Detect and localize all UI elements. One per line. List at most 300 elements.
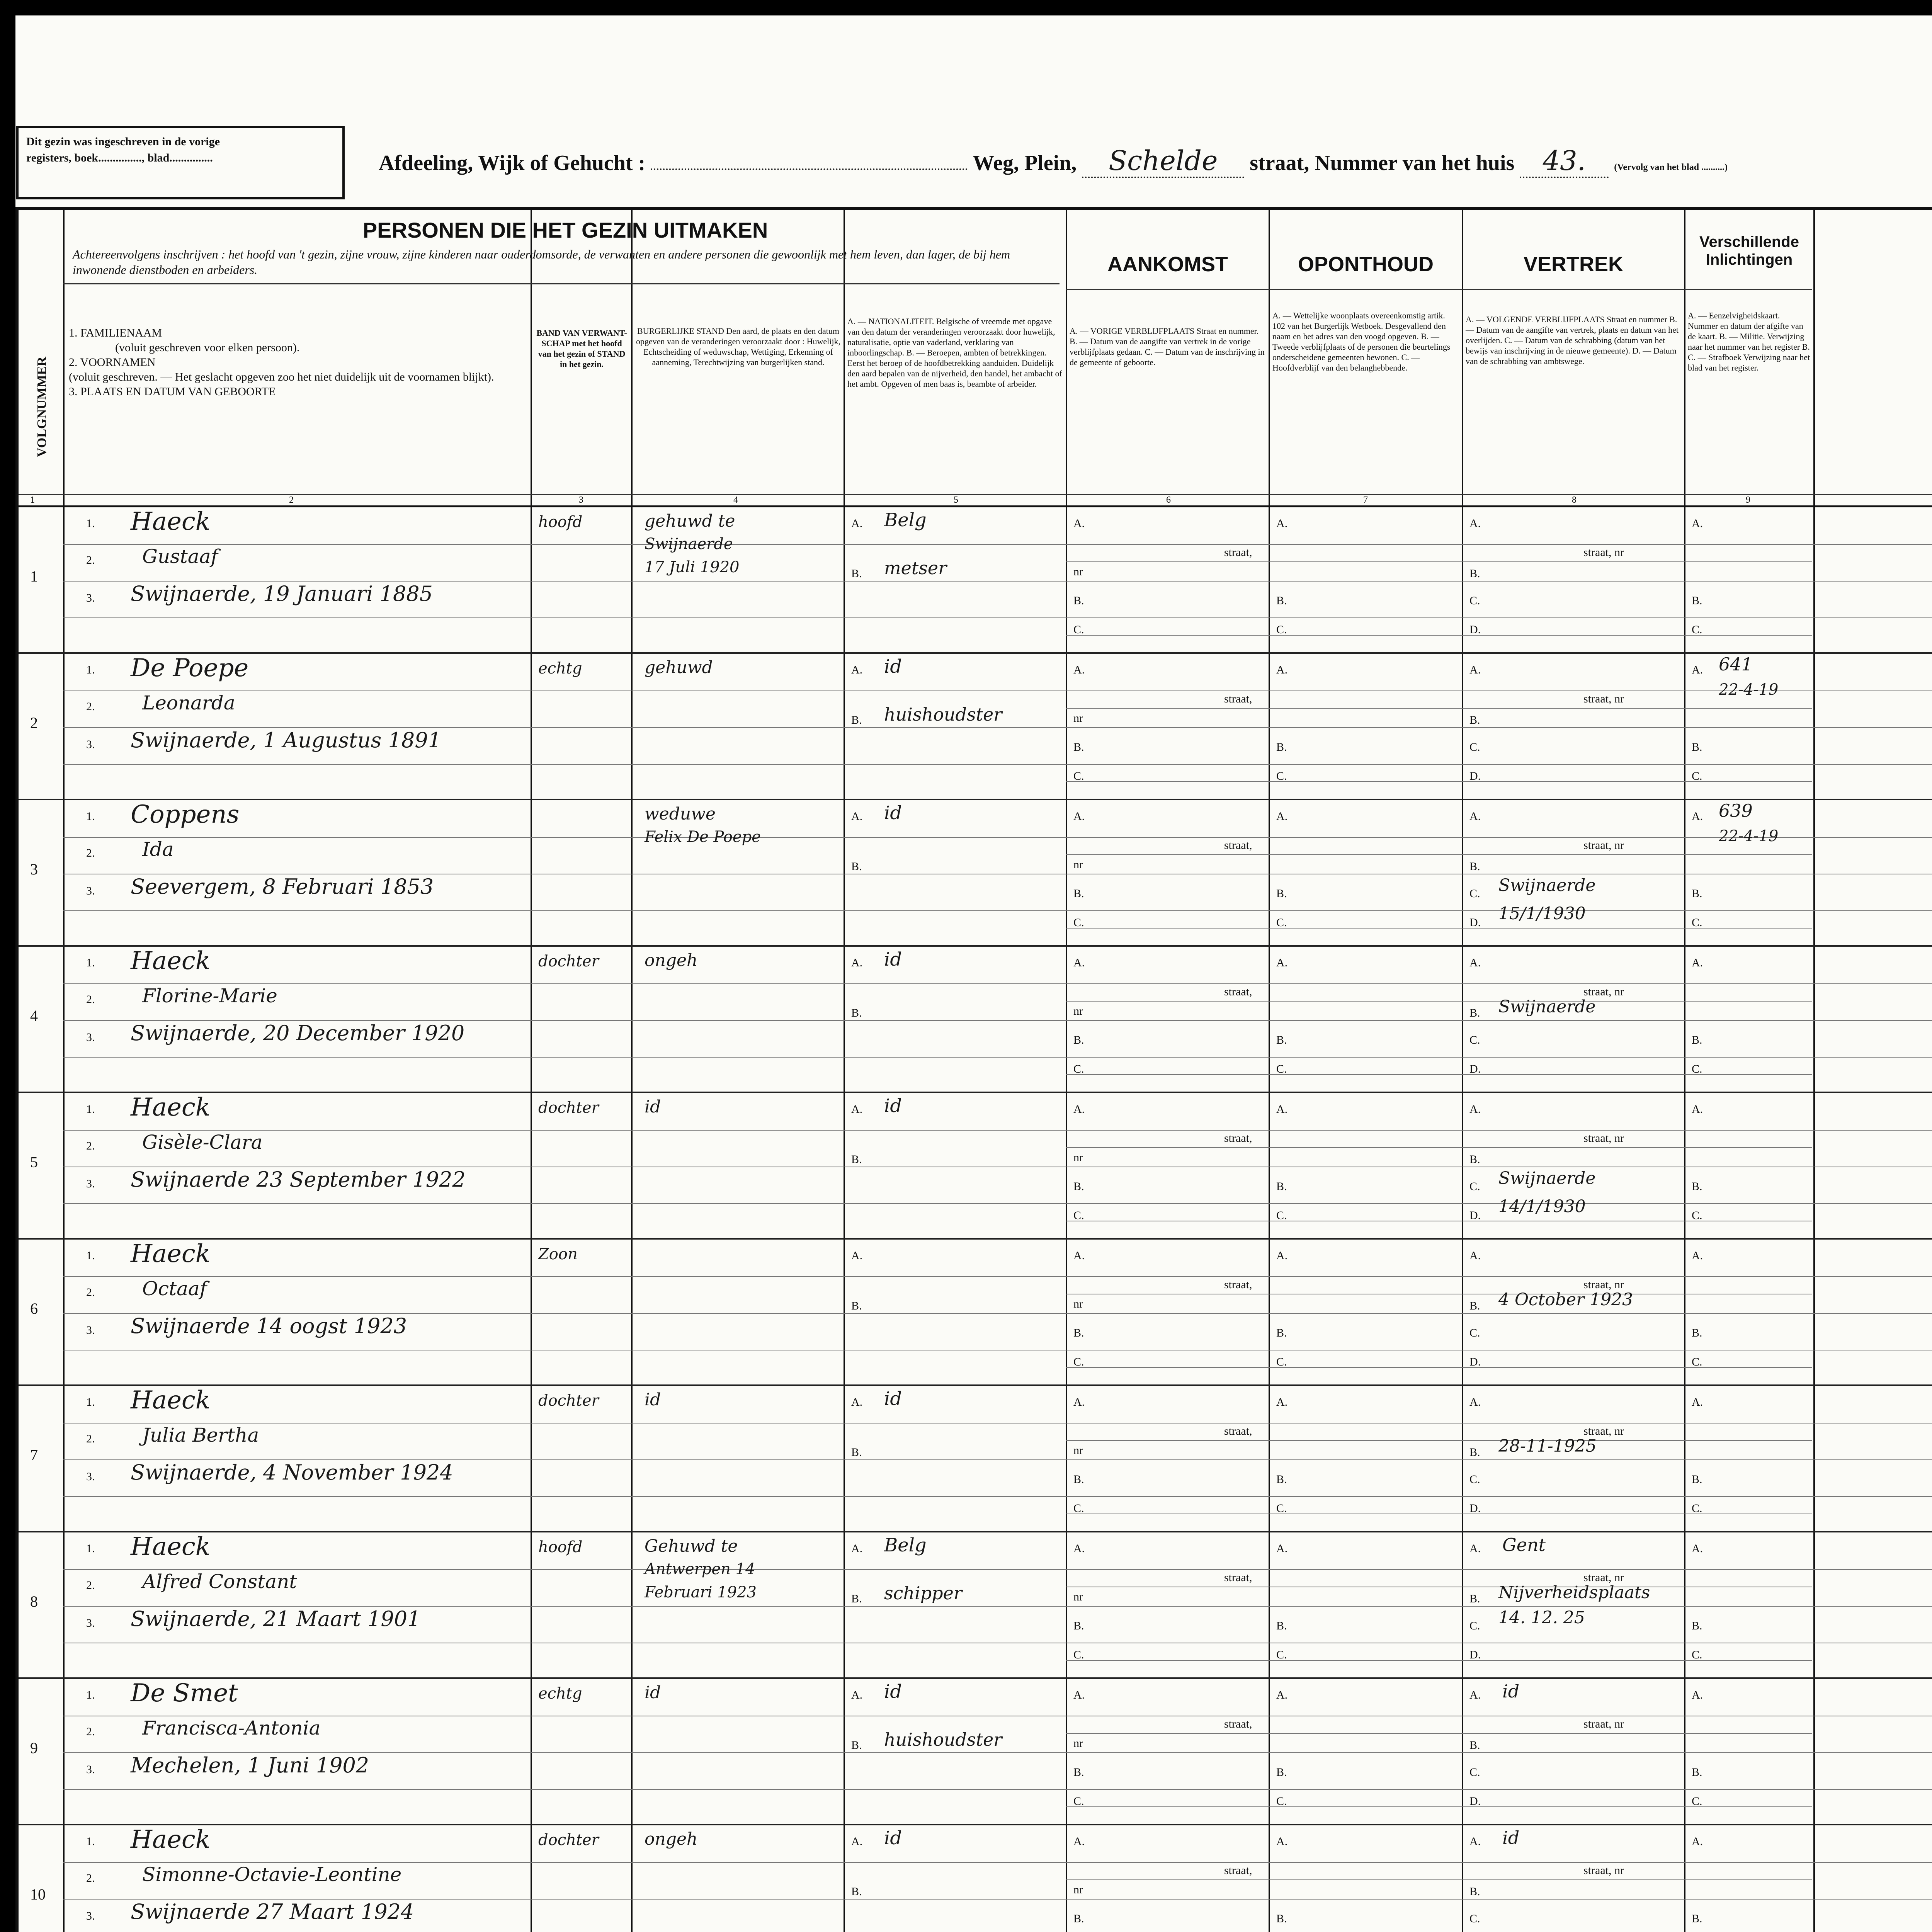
c6-label-straat: straat, [1224, 1571, 1252, 1584]
c8-label-straatnr: straat, nr [1583, 1425, 1624, 1437]
c6-label-b: B. [1073, 741, 1084, 753]
line-label: 2. [86, 700, 95, 713]
person-row [19, 1679, 1932, 1825]
civil-status-3: 17 Juli 1920 [645, 558, 740, 576]
subrow-rule [1066, 561, 1812, 562]
line-label: 3. [86, 1910, 95, 1922]
street-value: Schelde [1109, 145, 1218, 177]
c6-label-b: B. [1073, 1766, 1084, 1779]
c9-label-c: C. [1692, 1355, 1702, 1368]
header-rule [63, 283, 1060, 284]
c7-label-c: C. [1276, 623, 1287, 636]
birth-place-date: Swijnaerde, 19 Januari 1885 [131, 582, 433, 606]
nationality: id [884, 802, 902, 824]
given-names: Gisèle-Clara [142, 1131, 263, 1153]
id-card-number: 641 [1719, 654, 1753, 675]
line-label: 2. [86, 1725, 95, 1738]
c9-label-b: B. [1692, 1327, 1702, 1339]
subrow-rule [63, 1057, 1932, 1058]
c8-label-d: D. [1469, 1795, 1481, 1808]
straat-label: straat, Nummer van het huis [1250, 151, 1515, 175]
c5-header: A. — NATIONALITEIT. Belgische of vreemde met opgave van den datum der veranderingen veroorzaakt door huwelijk, naturalisatie, optie van vaderland, verklaring van inboorlingschap. B. — Beroepen, ambten of betrekkingen. Eerst het beroep of de hoofdbetrekking aanduiden. Duidelijk den aard bepalen van de nijverheid, den handel, het ambacht of het ambt. Opgeven of men baas is, beambte of arbeider. [847, 316, 1062, 389]
weg-label: Weg, Plein, [973, 151, 1077, 175]
c9-label-b: B. [1692, 741, 1702, 753]
person-row [19, 1825, 1932, 1932]
c6-label-b: B. [1073, 1473, 1084, 1486]
aankomst-title: AANKOMST [1107, 253, 1228, 276]
c9-label-a: A. [1692, 1835, 1703, 1848]
deregistration-official: 14/1/1930 [1498, 1197, 1586, 1216]
surname: Haeck [131, 1532, 211, 1561]
civil-status-2: Felix De Poepe [645, 828, 761, 846]
line-label: 1. [86, 1542, 95, 1555]
c8-label-a: A. [1469, 1249, 1481, 1262]
c5-label-b: B. [851, 1153, 862, 1166]
c6-header: A. — VORIGE VERBLIJFPLAATS Straat en nummer. B. — Datum van de aangifte van vertrek in de vorige verblijfplaats gedaan. C. — Datum van de inschrijving in de gemeente of geboorte. [1070, 326, 1265, 367]
nationality: Belg [884, 509, 927, 531]
c8-label-b: B. [1469, 1446, 1480, 1459]
c6-label-b: B. [1073, 1180, 1084, 1193]
house-number: 43. [1543, 145, 1586, 177]
c9-label-c: C. [1692, 1063, 1702, 1075]
c8-label-c: C. [1469, 1180, 1480, 1193]
colnum-2: 2 [289, 495, 294, 505]
line-label: 3. [86, 1031, 95, 1044]
c8-label-straatnr: straat, nr [1583, 692, 1624, 705]
c9-label-c: C. [1692, 1209, 1702, 1222]
address-header [379, 145, 1728, 178]
row-number: 5 [30, 1153, 38, 1171]
line-label: 3. [86, 1324, 95, 1337]
c8-label-straatnr: straat, nr [1583, 985, 1624, 998]
c9-label-a: A. [1692, 810, 1703, 823]
c6-label-c: C. [1073, 1209, 1084, 1222]
birth-place-date: Swijnaerde 14 oogst 1923 [131, 1314, 407, 1338]
c5-label-b: B. [851, 714, 862, 726]
given-names: Ida [142, 838, 174, 861]
c6-label-straat: straat, [1224, 546, 1252, 559]
c6-label-a: A. [1073, 517, 1085, 530]
deregistration-official: 15/1/1930 [1498, 904, 1586, 923]
c9-label-a: A. [1692, 517, 1703, 530]
deregistration-date: 14. 12. 25 [1498, 1608, 1585, 1628]
c8-label-c: C. [1469, 594, 1480, 607]
c7-label-a: A. [1276, 1103, 1288, 1116]
person-row [19, 1532, 1932, 1679]
c8-label-straatnr: straat, nr [1583, 1571, 1624, 1584]
departure-date: 4 October 1923 [1498, 1290, 1633, 1310]
c5-label-a: A. [851, 810, 863, 823]
line-label: 2. [86, 1579, 95, 1592]
colnum-8: 8 [1572, 495, 1577, 505]
c6-label-a: A. [1073, 1542, 1085, 1555]
person-rows [19, 507, 1932, 1932]
occupation: huishoudster [884, 1729, 1002, 1750]
c5-label-a: A. [851, 663, 863, 676]
departure-date: 28-11-1925 [1498, 1436, 1597, 1456]
c8-label-b: B. [1469, 1153, 1480, 1166]
c6-label-straat: straat, [1224, 1132, 1252, 1145]
line-label: 2. [86, 847, 95, 859]
row-number: 9 [30, 1739, 38, 1757]
colnum-9: 9 [1746, 495, 1750, 505]
given-names: Julia Bertha [142, 1424, 259, 1446]
c8-label-d: D. [1469, 1209, 1481, 1222]
c8-label-c: C. [1469, 1473, 1480, 1486]
c8-label-a: A. [1469, 810, 1481, 823]
colnum-4: 4 [733, 495, 738, 505]
birth-place-date: Swijnaerde, 20 December 1920 [131, 1021, 465, 1045]
c8-label-d: D. [1469, 1502, 1481, 1515]
c9-label-a: A. [1692, 1689, 1703, 1701]
verschillende-title: Verschillende Inlichtingen [1699, 233, 1799, 268]
surname: Haeck [131, 507, 211, 536]
colnum-6: 6 [1166, 495, 1171, 505]
given-names: Octaaf [142, 1277, 207, 1300]
line-label: 3. [86, 1470, 95, 1483]
relation: hoofd [538, 513, 583, 531]
line-label: 1. [86, 956, 95, 969]
c7-label-c: C. [1276, 1502, 1287, 1515]
c8-label-c: C. [1469, 1912, 1480, 1925]
c8-header: A. — VOLGENDE VERBLIJFPLAATS Straat en nummer B. — Datum van de aangifte van vertrek, plaats en datum van het overlijden. C. — Datum van de schrabbing (datum van het bewijs van inschrijving in de nieuwe gemeente). D. — Datum van de schrabbing van ambtswege. [1466, 315, 1679, 366]
c9-label-b: B. [1692, 1912, 1702, 1925]
c6-label-a: A. [1073, 1103, 1085, 1116]
surname: Haeck [131, 1825, 211, 1854]
c7-label-b: B. [1276, 1034, 1287, 1046]
c5-label-b: B. [851, 860, 862, 873]
c8-label-a: A. [1469, 956, 1481, 969]
c9-label-b: B. [1692, 1766, 1702, 1779]
person-row [19, 1240, 1932, 1386]
person-row [19, 800, 1932, 947]
house-number-field [1520, 145, 1609, 178]
c6-label-c: C. [1073, 1063, 1084, 1075]
line-label: 3. [86, 592, 95, 604]
subrow-rule [63, 1862, 1932, 1863]
civil-status-1: gehuwd te [645, 511, 735, 531]
subrow-rule [1066, 1879, 1812, 1880]
line-label: 2. [86, 1872, 95, 1884]
occupation: metser [884, 558, 947, 578]
person-row [19, 1386, 1932, 1532]
c2-h3: 2. VOORNAMEN [69, 356, 156, 369]
volgnummer-label: VOLGNUMMER [35, 357, 49, 457]
civil-status-1: id [645, 1097, 661, 1117]
c8-label-d: D. [1469, 916, 1481, 929]
c7-label-c: C. [1276, 1209, 1287, 1222]
line-label: 3. [86, 1617, 95, 1629]
c5-label-a: A. [851, 1835, 863, 1848]
c6-label-b: B. [1073, 1619, 1084, 1632]
departure-date: Nijverheidsplaats [1498, 1583, 1650, 1602]
line-label: 1. [86, 517, 95, 530]
c6-label-straat: straat, [1224, 985, 1252, 998]
subrow-rule [1066, 854, 1812, 855]
subrow-rule [63, 1130, 1932, 1131]
birth-place-date: Seevergem, 8 Februari 1853 [131, 874, 434, 899]
person-row [19, 1093, 1932, 1240]
afdeeling-label: Afdeeling, Wijk of Gehucht : [379, 151, 646, 175]
id-card-number: 639 [1719, 800, 1753, 821]
c7-label-b: B. [1276, 1766, 1287, 1779]
civil-status-2: Swijnaerde [645, 535, 733, 553]
line-label: 3. [86, 1177, 95, 1190]
c7-label-c: C. [1276, 770, 1287, 782]
line-label: 1. [86, 1249, 95, 1262]
c9-label-a: A. [1692, 1542, 1703, 1555]
relation: dochter [538, 1392, 599, 1410]
given-names: Leonarda [142, 692, 235, 714]
c6-label-a: A. [1073, 1835, 1085, 1848]
relation: Zoon [538, 1245, 578, 1263]
c8-label-straatnr: straat, nr [1583, 1278, 1624, 1291]
c8-label-straatnr: straat, nr [1583, 1864, 1624, 1877]
c6-label-b: B. [1073, 1912, 1084, 1925]
row-number: 10 [30, 1886, 46, 1903]
subrow-rule [63, 1496, 1932, 1497]
nationality: id [884, 1681, 902, 1702]
subrow-rule [63, 617, 1932, 618]
c9-header: A. — Eenzelvigheidskaart. Nummer en datum der afgifte van de kaart. B. — Militie. Verwijzing naar het nummer van het register B. C. — Strafboek Verwijzing naar het blad van het register. [1688, 311, 1810, 372]
c6-label-nr: nr [1073, 1005, 1083, 1017]
next-residence: id [1502, 1827, 1520, 1848]
street-field [1082, 145, 1244, 178]
c6-label-c: C. [1073, 1795, 1084, 1808]
c7-label-b: B. [1276, 1619, 1287, 1632]
c8-label-d: D. [1469, 623, 1481, 636]
c7-label-c: C. [1276, 916, 1287, 929]
birth-place-date: Mechelen, 1 Juni 1902 [131, 1753, 369, 1777]
c9-label-c: C. [1692, 1502, 1702, 1515]
c8-label-b: B. [1469, 567, 1480, 580]
c6-label-c: C. [1073, 770, 1084, 782]
c6-label-a: A. [1073, 1396, 1085, 1408]
c6-label-straat: straat, [1224, 1864, 1252, 1877]
relation: echtg [538, 660, 582, 677]
c8-label-d: D. [1469, 770, 1481, 782]
row-number: 4 [30, 1007, 38, 1024]
c6-label-nr: nr [1073, 1883, 1083, 1896]
row-number: 3 [30, 861, 38, 878]
surname: Coppens [131, 800, 240, 829]
c7-label-a: A. [1276, 956, 1288, 969]
c6-label-nr: nr [1073, 1151, 1083, 1164]
c8-label-straatnr: straat, nr [1583, 1718, 1624, 1730]
c8-label-a: A. [1469, 1835, 1481, 1848]
subrow-rule [1066, 1147, 1812, 1148]
line-label: 2. [86, 993, 95, 1006]
c9-label-b: B. [1692, 1619, 1702, 1632]
c5-label-b: B. [851, 1299, 862, 1312]
c6-label-nr: nr [1073, 1590, 1083, 1603]
c9-label-c: C. [1692, 1795, 1702, 1808]
civil-status-1: gehuwd [645, 658, 713, 677]
person-row [19, 507, 1932, 654]
c8-label-d: D. [1469, 1648, 1481, 1661]
line-label: 2. [86, 1139, 95, 1152]
c7-label-a: A. [1276, 1542, 1288, 1555]
c7-label-b: B. [1276, 1473, 1287, 1486]
row-number: 6 [30, 1300, 38, 1317]
header-rule [1066, 289, 1812, 290]
c6-label-b: B. [1073, 594, 1084, 607]
c9-label-c: C. [1692, 916, 1702, 929]
c6-label-a: A. [1073, 663, 1085, 676]
c7-label-c: C. [1276, 1648, 1287, 1661]
id-card-date: 22-4-19 [1719, 827, 1779, 845]
line-label: 3. [86, 738, 95, 751]
c9-label-c: C. [1692, 770, 1702, 782]
line-label: 1. [86, 1689, 95, 1701]
c2-h2: (voluit geschreven voor elken persoon). [115, 341, 300, 354]
surname: De Poepe [131, 654, 249, 682]
c6-label-c: C. [1073, 1502, 1084, 1515]
c9-label-b: B. [1692, 1180, 1702, 1193]
c7-label-b: B. [1276, 1327, 1287, 1339]
c7-header: A. — Wettelijke woonplaats overeenkomstig artik. 102 van het Burgerlijk Wetboek. Desgevallend den naam en het adres van den voogd opgeven. B. — Tweede verblijfplaats of de personen die beurtelings onderscheidene gemeenten bewonen. C. — Hoofdverblijf van den belanghebbende. [1272, 311, 1451, 372]
afdeeling-field [651, 168, 968, 170]
volgnummer-header [23, 256, 58, 527]
prior-registers-box [16, 126, 345, 199]
subrow-rule [1066, 1440, 1812, 1441]
c6-label-straat: straat, [1224, 1718, 1252, 1730]
c3-header: BAND VAN VERWANT-SCHAP met het hoofd van het gezin of STAND in het gezin. [536, 328, 627, 369]
nationality: Belg [884, 1534, 927, 1556]
next-residence: Gent [1502, 1534, 1546, 1555]
c7-label-c: C. [1276, 1795, 1287, 1808]
nationality: id [884, 1827, 902, 1849]
c8-label-c: C. [1469, 1034, 1480, 1046]
c7-label-c: C. [1276, 1355, 1287, 1368]
c4-header: BURGERLIJKE STAND Den aard, de plaats en den datum opgeven van de veranderingen veroorzaakt door : Huwelijk, Echtscheiding of weduwschap, Wettiging, Erkenning of aanneming, Terechtwijzing van burgerlijken stand. [636, 326, 841, 367]
occupation: schipper [884, 1583, 962, 1604]
subrow-rule [63, 690, 1932, 691]
c8-label-c: C. [1469, 1619, 1480, 1632]
civil-status-1: ongeh [645, 1829, 698, 1849]
relation: dochter [538, 1099, 599, 1117]
c5-label-b: B. [851, 1592, 862, 1605]
c6-label-c: C. [1073, 623, 1084, 636]
vervolg-note: (Vervolg van het blad ..........) [1614, 162, 1728, 172]
subrow-rule [63, 1569, 1932, 1570]
c5-label-b: B. [851, 1007, 862, 1019]
c6-label-nr: nr [1073, 1444, 1083, 1457]
id-card-date: 22-4-19 [1719, 681, 1779, 699]
c8-label-straatnr: straat, nr [1583, 839, 1624, 852]
relation: dochter [538, 952, 599, 970]
given-names: Gustaaf [142, 545, 218, 568]
persons-table [15, 207, 1932, 1932]
subrow-rule [1066, 708, 1812, 709]
c8-label-b: B. [1469, 1592, 1480, 1605]
c8-label-a: A. [1469, 1689, 1481, 1701]
c5-label-a: A. [851, 1542, 863, 1555]
c8-label-a: A. [1469, 1103, 1481, 1116]
subrow-rule [63, 764, 1932, 765]
c7-label-a: A. [1276, 1249, 1288, 1262]
colnum-5: 5 [954, 495, 958, 505]
given-names: Alfred Constant [142, 1570, 297, 1593]
c7-label-b: B. [1276, 594, 1287, 607]
c8-label-c: C. [1469, 741, 1480, 753]
row-number: 8 [30, 1593, 38, 1610]
line-label: 2. [86, 1286, 95, 1299]
nationality: id [884, 1388, 902, 1410]
c9-label-b: B. [1692, 887, 1702, 900]
c2-h5: 3. PLAATS EN DATUM VAN GEBOORTE [69, 385, 276, 398]
c8-label-a: A. [1469, 1542, 1481, 1555]
c5-label-b: B. [851, 567, 862, 580]
c7-label-b: B. [1276, 887, 1287, 900]
c8-label-c: C. [1469, 1766, 1480, 1779]
c5-label-a: A. [851, 517, 863, 530]
colnum-rule-top [19, 494, 1932, 495]
c7-label-c: C. [1276, 1063, 1287, 1075]
line-label: 2. [86, 554, 95, 566]
c6-label-nr: nr [1073, 1298, 1083, 1310]
c5-label-b: B. [851, 1446, 862, 1459]
c5-label-a: A. [851, 1103, 863, 1116]
civil-status-3: Februari 1923 [645, 1583, 757, 1601]
c2-h1: 1. FAMILIENAAM [69, 327, 162, 339]
c7-label-b: B. [1276, 1180, 1287, 1193]
relation: dochter [538, 1831, 599, 1849]
birth-place-date: Swijnaerde, 4 November 1924 [131, 1460, 453, 1485]
c7-label-a: A. [1276, 1396, 1288, 1408]
c7-label-a: A. [1276, 517, 1288, 530]
c8-label-b: B. [1469, 1007, 1480, 1019]
c5-label-a: A. [851, 1396, 863, 1408]
c6-label-nr: nr [1073, 858, 1083, 871]
c8-label-c: C. [1469, 887, 1480, 900]
personen-instructions: Achtereenvolgens inschrijven : het hoofd van 't gezin, zijne vrouw, zijne kinderen naar ouderdomsorde, de verwanten en andere personen die gewoonlijk met hem leven, dan lager, de bij hem inwonende dienstboden en arbeiders. [73, 247, 1010, 277]
c8-label-b: B. [1469, 1739, 1480, 1752]
c5-label-a: A. [851, 1689, 863, 1701]
birth-place-date: Swijnaerde 23 September 1922 [131, 1167, 466, 1192]
c2-h4: (voluit geschreven. — Het geslacht opgeven zoo het niet duidelijk uit de voornamen blijkt). [69, 371, 494, 383]
birth-place-date: Swijnaerde, 21 Maart 1901 [131, 1607, 421, 1631]
c6-label-b: B. [1073, 1034, 1084, 1046]
surname: Haeck [131, 1093, 211, 1122]
person-row [19, 947, 1932, 1093]
civil-status-1: Gehuwd te [645, 1536, 738, 1556]
line-label: 1. [86, 810, 95, 823]
c6-label-straat: straat, [1224, 692, 1252, 705]
c8-label-d: D. [1469, 1063, 1481, 1075]
occupation: huishoudster [884, 704, 1002, 725]
c6-label-straat: straat, [1224, 1278, 1252, 1291]
colnum-1: 1 [30, 495, 35, 505]
person-row [19, 654, 1932, 800]
surname: Haeck [131, 947, 211, 975]
c9-label-b: B. [1692, 1473, 1702, 1486]
c8-label-straatnr: straat, nr [1583, 546, 1624, 559]
given-names: Florine-Marie [142, 985, 277, 1007]
c2-header [69, 326, 525, 399]
civil-status-1: weduwe [645, 804, 716, 824]
oponthoud-title: OPONTHOUD [1298, 253, 1434, 276]
c7-label-a: A. [1276, 663, 1288, 676]
given-names: Simonne-Octavie-Leontine [142, 1863, 402, 1886]
subrow-rule [63, 1789, 1932, 1790]
line-label: 1. [86, 663, 95, 676]
subrow-rule [63, 1276, 1932, 1277]
deregistration-date: Swijnaerde [1498, 876, 1596, 895]
c5-label-b: B. [851, 1885, 862, 1898]
surname: Haeck [131, 1386, 211, 1415]
c8-label-b: B. [1469, 1885, 1480, 1898]
